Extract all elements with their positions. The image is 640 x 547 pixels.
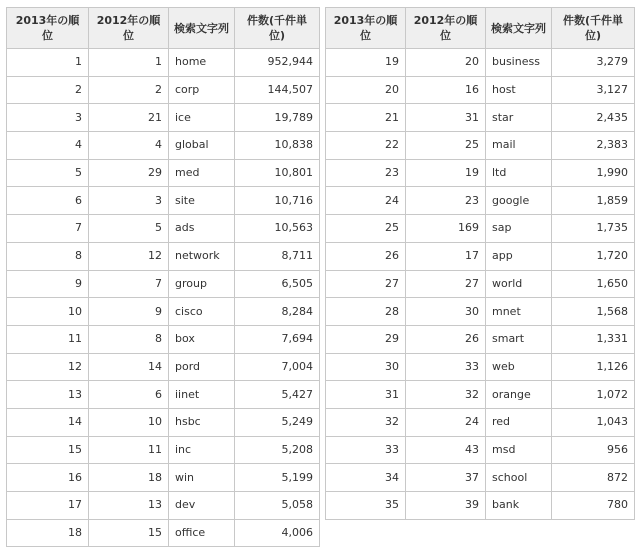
cell-rank-2012: 15 <box>89 519 169 547</box>
table-row <box>7 132 320 160</box>
cell-count: 5,427 <box>235 381 320 409</box>
cell-keyword: global <box>169 132 235 160</box>
cell-count: 872 <box>552 464 635 492</box>
table-row <box>326 187 635 215</box>
cell-rank-2012: 2 <box>89 76 169 104</box>
cell-count: 5,058 <box>235 492 320 520</box>
cell-rank-2013: 23 <box>326 159 406 187</box>
cell-keyword: ice <box>169 104 235 132</box>
table-row <box>7 187 320 215</box>
cell-count: 7,694 <box>235 325 320 353</box>
cell-rank-2012: 39 <box>406 492 486 520</box>
cell-count: 1,735 <box>552 215 635 243</box>
table-row <box>326 464 635 492</box>
cell-keyword: ltd <box>486 159 552 187</box>
header-count: 件数(千件単位) <box>552 8 635 49</box>
cell-rank-2012: 25 <box>406 132 486 160</box>
cell-count: 1,126 <box>552 353 635 381</box>
cell-rank-2012: 14 <box>89 353 169 381</box>
cell-keyword: box <box>169 325 235 353</box>
header-keyword: 検索文字列 <box>169 8 235 49</box>
cell-count: 10,716 <box>235 187 320 215</box>
cell-keyword: web <box>486 353 552 381</box>
header-rank-2012: 2012年の順位 <box>89 8 169 49</box>
cell-keyword: sap <box>486 215 552 243</box>
cell-rank-2012: 37 <box>406 464 486 492</box>
table-body-left <box>7 49 320 547</box>
cell-rank-2013: 20 <box>326 76 406 104</box>
cell-rank-2013: 15 <box>7 436 89 464</box>
table-row <box>326 353 635 381</box>
cell-rank-2013: 24 <box>326 187 406 215</box>
cell-keyword: world <box>486 270 552 298</box>
cell-rank-2013: 9 <box>7 270 89 298</box>
cell-rank-2013: 1 <box>7 49 89 77</box>
cell-rank-2012: 29 <box>89 159 169 187</box>
cell-keyword: business <box>486 49 552 77</box>
cell-rank-2013: 31 <box>326 381 406 409</box>
cell-count: 7,004 <box>235 353 320 381</box>
table-row <box>326 76 635 104</box>
cell-count: 5,249 <box>235 408 320 436</box>
cell-rank-2013: 2 <box>7 76 89 104</box>
cell-count: 2,435 <box>552 104 635 132</box>
table-row <box>7 215 320 243</box>
table-row <box>7 436 320 464</box>
cell-rank-2012: 10 <box>89 408 169 436</box>
cell-count: 956 <box>552 436 635 464</box>
cell-rank-2012: 169 <box>406 215 486 243</box>
cell-rank-2013: 13 <box>7 381 89 409</box>
cell-count: 1,568 <box>552 298 635 326</box>
cell-count: 1,072 <box>552 381 635 409</box>
cell-count: 1,720 <box>552 242 635 270</box>
header-rank-2013: 2013年の順位 <box>326 8 406 49</box>
cell-rank-2013: 30 <box>326 353 406 381</box>
cell-rank-2012: 19 <box>406 159 486 187</box>
cell-rank-2013: 6 <box>7 187 89 215</box>
table-row <box>7 381 320 409</box>
table-row <box>7 159 320 187</box>
cell-keyword: school <box>486 464 552 492</box>
cell-rank-2013: 28 <box>326 298 406 326</box>
cell-rank-2012: 9 <box>89 298 169 326</box>
cell-rank-2012: 30 <box>406 298 486 326</box>
cell-keyword: home <box>169 49 235 77</box>
cell-keyword: msd <box>486 436 552 464</box>
table-row <box>7 492 320 520</box>
cell-rank-2013: 33 <box>326 436 406 464</box>
cell-rank-2013: 12 <box>7 353 89 381</box>
cell-rank-2013: 19 <box>326 49 406 77</box>
cell-count: 10,563 <box>235 215 320 243</box>
cell-rank-2012: 6 <box>89 381 169 409</box>
cell-rank-2012: 23 <box>406 187 486 215</box>
cell-keyword: google <box>486 187 552 215</box>
cell-keyword: mail <box>486 132 552 160</box>
cell-rank-2012: 27 <box>406 270 486 298</box>
table-row <box>7 353 320 381</box>
table-row <box>326 159 635 187</box>
table-row <box>326 49 635 77</box>
table-body-right <box>326 49 635 520</box>
table-row <box>7 325 320 353</box>
cell-keyword: star <box>486 104 552 132</box>
cell-keyword: med <box>169 159 235 187</box>
cell-rank-2012: 17 <box>406 242 486 270</box>
table-row <box>326 215 635 243</box>
ranking-table-right <box>325 7 635 520</box>
cell-count: 5,199 <box>235 464 320 492</box>
cell-keyword: network <box>169 242 235 270</box>
table-row <box>326 242 635 270</box>
table-row <box>7 464 320 492</box>
cell-rank-2012: 1 <box>89 49 169 77</box>
table-row <box>326 298 635 326</box>
ranking-table-left <box>6 7 320 547</box>
cell-rank-2012: 12 <box>89 242 169 270</box>
cell-keyword: corp <box>169 76 235 104</box>
cell-rank-2013: 26 <box>326 242 406 270</box>
cell-rank-2013: 4 <box>7 132 89 160</box>
header-row <box>326 8 635 49</box>
cell-rank-2012: 3 <box>89 187 169 215</box>
cell-count: 952,944 <box>235 49 320 77</box>
table-row <box>7 76 320 104</box>
table-row <box>7 298 320 326</box>
header-rank-2012: 2012年の順位 <box>406 8 486 49</box>
cell-rank-2012: 31 <box>406 104 486 132</box>
header-keyword: 検索文字列 <box>486 8 552 49</box>
cell-rank-2012: 32 <box>406 381 486 409</box>
cell-rank-2013: 8 <box>7 242 89 270</box>
cell-rank-2012: 13 <box>89 492 169 520</box>
cell-keyword: win <box>169 464 235 492</box>
cell-keyword: office <box>169 519 235 547</box>
cell-keyword: mnet <box>486 298 552 326</box>
cell-keyword: inc <box>169 436 235 464</box>
cell-count: 1,859 <box>552 187 635 215</box>
cell-rank-2013: 29 <box>326 325 406 353</box>
cell-keyword: dev <box>169 492 235 520</box>
cell-rank-2013: 11 <box>7 325 89 353</box>
cell-rank-2013: 18 <box>7 519 89 547</box>
cell-count: 10,838 <box>235 132 320 160</box>
cell-rank-2012: 11 <box>89 436 169 464</box>
cell-keyword: app <box>486 242 552 270</box>
cell-rank-2013: 21 <box>326 104 406 132</box>
cell-keyword: site <box>169 187 235 215</box>
cell-keyword: cisco <box>169 298 235 326</box>
cell-count: 8,711 <box>235 242 320 270</box>
cell-keyword: orange <box>486 381 552 409</box>
table-row <box>326 381 635 409</box>
table-row <box>326 492 635 520</box>
table-row <box>326 132 635 160</box>
cell-keyword: red <box>486 408 552 436</box>
cell-rank-2013: 17 <box>7 492 89 520</box>
cell-rank-2013: 7 <box>7 215 89 243</box>
cell-count: 8,284 <box>235 298 320 326</box>
cell-rank-2013: 22 <box>326 132 406 160</box>
table-row <box>7 49 320 77</box>
table-row <box>326 325 635 353</box>
cell-rank-2013: 3 <box>7 104 89 132</box>
table-row <box>7 408 320 436</box>
cell-count: 19,789 <box>235 104 320 132</box>
cell-count: 1,331 <box>552 325 635 353</box>
cell-count: 3,279 <box>552 49 635 77</box>
cell-rank-2013: 10 <box>7 298 89 326</box>
header-rank-2013: 2013年の順位 <box>7 8 89 49</box>
table-row <box>7 242 320 270</box>
cell-count: 5,208 <box>235 436 320 464</box>
cell-keyword: group <box>169 270 235 298</box>
cell-rank-2012: 26 <box>406 325 486 353</box>
table-row <box>326 270 635 298</box>
cell-count: 1,650 <box>552 270 635 298</box>
cell-count: 780 <box>552 492 635 520</box>
cell-rank-2013: 5 <box>7 159 89 187</box>
cell-rank-2013: 34 <box>326 464 406 492</box>
cell-keyword: ads <box>169 215 235 243</box>
cell-rank-2012: 21 <box>89 104 169 132</box>
cell-keyword: iinet <box>169 381 235 409</box>
cell-count: 1,990 <box>552 159 635 187</box>
table-row <box>326 104 635 132</box>
cell-rank-2012: 20 <box>406 49 486 77</box>
table-row <box>326 436 635 464</box>
cell-rank-2013: 27 <box>326 270 406 298</box>
cell-rank-2012: 7 <box>89 270 169 298</box>
table-row <box>7 270 320 298</box>
cell-count: 6,505 <box>235 270 320 298</box>
cell-count: 1,043 <box>552 408 635 436</box>
table-row <box>7 519 320 547</box>
cell-rank-2013: 35 <box>326 492 406 520</box>
header-row <box>7 8 320 49</box>
cell-count: 4,006 <box>235 519 320 547</box>
table-row <box>7 104 320 132</box>
cell-rank-2012: 43 <box>406 436 486 464</box>
cell-count: 3,127 <box>552 76 635 104</box>
cell-rank-2012: 33 <box>406 353 486 381</box>
cell-rank-2013: 14 <box>7 408 89 436</box>
cell-rank-2012: 5 <box>89 215 169 243</box>
cell-keyword: bank <box>486 492 552 520</box>
cell-rank-2013: 25 <box>326 215 406 243</box>
cell-rank-2012: 8 <box>89 325 169 353</box>
cell-rank-2012: 16 <box>406 76 486 104</box>
cell-count: 144,507 <box>235 76 320 104</box>
cell-rank-2013: 32 <box>326 408 406 436</box>
header-count: 件数(千件単位) <box>235 8 320 49</box>
cell-keyword: pord <box>169 353 235 381</box>
cell-rank-2013: 16 <box>7 464 89 492</box>
cell-rank-2012: 18 <box>89 464 169 492</box>
cell-keyword: host <box>486 76 552 104</box>
table-row <box>326 408 635 436</box>
cell-rank-2012: 4 <box>89 132 169 160</box>
cell-count: 10,801 <box>235 159 320 187</box>
cell-keyword: smart <box>486 325 552 353</box>
cell-rank-2012: 24 <box>406 408 486 436</box>
cell-keyword: hsbc <box>169 408 235 436</box>
cell-count: 2,383 <box>552 132 635 160</box>
